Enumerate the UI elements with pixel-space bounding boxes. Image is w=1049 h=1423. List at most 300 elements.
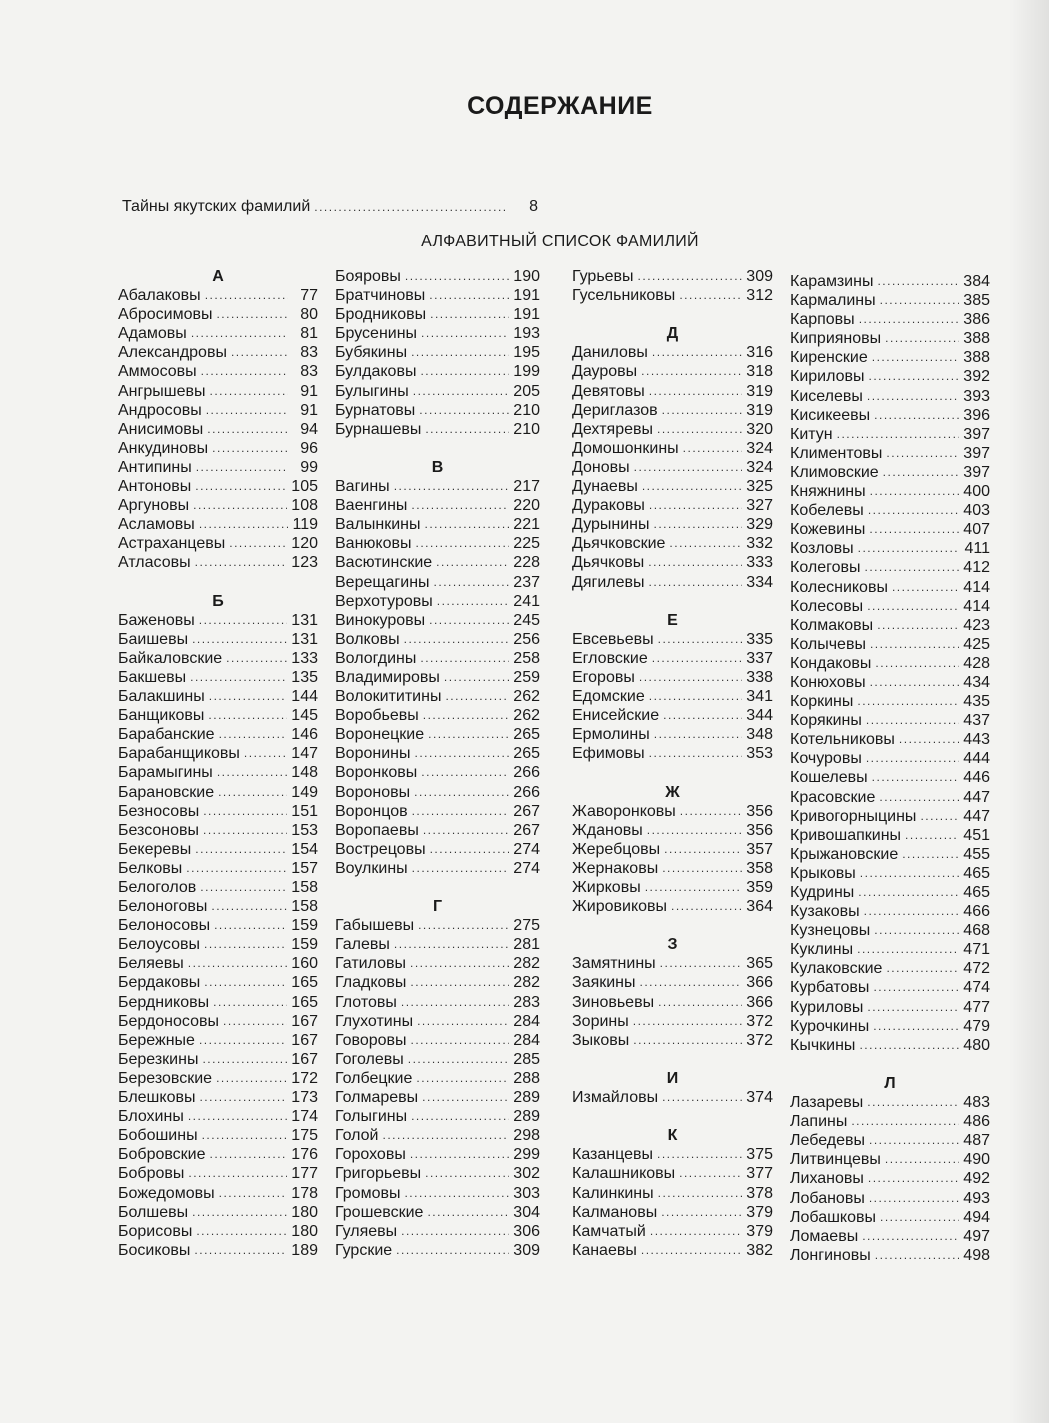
dot-leader bbox=[870, 482, 960, 501]
surname: Канаевы bbox=[572, 1241, 637, 1259]
toc-entry[interactable] bbox=[572, 343, 773, 362]
toc-entry[interactable] bbox=[118, 802, 318, 821]
toc-entry[interactable] bbox=[118, 1088, 318, 1107]
toc-entry[interactable] bbox=[118, 840, 318, 859]
dot-leader bbox=[652, 649, 743, 668]
toc-entry[interactable] bbox=[790, 959, 990, 978]
toc-entry[interactable] bbox=[572, 859, 773, 878]
toc-entry[interactable] bbox=[572, 1012, 773, 1031]
page-number: 288 bbox=[513, 1069, 540, 1087]
page-number: 309 bbox=[746, 268, 773, 285]
surname: Воулкины bbox=[335, 859, 408, 877]
toc-entry[interactable] bbox=[118, 763, 318, 782]
toc-entry[interactable] bbox=[335, 859, 540, 878]
toc-entry[interactable] bbox=[335, 1012, 540, 1031]
surname: Вороновы bbox=[335, 783, 411, 801]
toc-entry[interactable] bbox=[572, 706, 773, 725]
toc-entry[interactable] bbox=[335, 401, 540, 420]
letter-section bbox=[790, 1074, 990, 1265]
toc-entry[interactable] bbox=[790, 654, 990, 673]
toc-entry[interactable] bbox=[790, 539, 990, 558]
toc-entry[interactable] bbox=[335, 1164, 540, 1183]
toc-entry[interactable] bbox=[335, 802, 540, 821]
toc-entry[interactable] bbox=[790, 310, 990, 329]
toc-entry[interactable] bbox=[572, 573, 773, 592]
page-number: 494 bbox=[963, 1208, 990, 1226]
toc-entry[interactable] bbox=[118, 611, 318, 630]
dot-leader bbox=[202, 1126, 288, 1145]
toc-entry[interactable] bbox=[118, 687, 318, 706]
surname: Калинкины bbox=[572, 1184, 654, 1202]
surname: Заякины bbox=[572, 974, 636, 992]
toc-entry[interactable] bbox=[572, 878, 773, 897]
toc-entry[interactable] bbox=[790, 1169, 990, 1188]
toc-entry[interactable] bbox=[335, 515, 540, 534]
toc-entry[interactable] bbox=[572, 821, 773, 840]
toc-entry[interactable] bbox=[572, 687, 773, 706]
toc-entry[interactable] bbox=[572, 420, 773, 439]
toc-entry[interactable] bbox=[335, 1241, 540, 1260]
page-number: 374 bbox=[746, 1089, 773, 1107]
toc-entry[interactable] bbox=[335, 668, 540, 687]
toc-entry[interactable] bbox=[790, 635, 990, 654]
surname: Бережные bbox=[118, 1031, 195, 1049]
toc-entry[interactable] bbox=[790, 902, 990, 921]
toc-entry[interactable] bbox=[335, 763, 540, 782]
toc-entry[interactable] bbox=[790, 558, 990, 577]
dot-leader bbox=[226, 649, 287, 668]
page-number: 91 bbox=[300, 401, 318, 419]
toc-entry[interactable] bbox=[118, 725, 318, 744]
toc-entry[interactable] bbox=[118, 993, 318, 1012]
toc-entry[interactable] bbox=[118, 534, 318, 553]
toc-entry[interactable] bbox=[790, 749, 990, 768]
toc-entry[interactable] bbox=[572, 382, 773, 401]
surname: Брусенины bbox=[335, 325, 418, 343]
toc-entry[interactable] bbox=[790, 348, 990, 367]
toc-entry[interactable] bbox=[572, 496, 773, 515]
toc-entry[interactable] bbox=[118, 935, 318, 954]
toc-entry[interactable] bbox=[118, 477, 318, 496]
surname: Банщиковы bbox=[118, 707, 205, 725]
toc-entry[interactable] bbox=[790, 1227, 990, 1246]
surname: Ваенгины bbox=[335, 497, 408, 515]
toc-entry[interactable] bbox=[335, 362, 540, 381]
toc-entry[interactable] bbox=[572, 515, 773, 534]
toc-entry[interactable] bbox=[572, 553, 773, 572]
toc-entry[interactable] bbox=[790, 1093, 990, 1112]
toc-entry[interactable] bbox=[118, 343, 318, 362]
toc-entry[interactable] bbox=[790, 673, 990, 692]
dot-leader bbox=[405, 267, 509, 286]
toc-entry[interactable] bbox=[335, 954, 540, 973]
toc-entry[interactable] bbox=[335, 1069, 540, 1088]
surname: Барабанщиковы bbox=[118, 745, 240, 763]
toc-entry[interactable] bbox=[790, 444, 990, 463]
dot-leader bbox=[421, 763, 509, 782]
dot-leader bbox=[425, 515, 510, 534]
toc-entry[interactable] bbox=[335, 840, 540, 859]
toc-entry[interactable] bbox=[790, 1036, 990, 1055]
toc-entry[interactable] bbox=[335, 744, 540, 763]
toc-entry[interactable] bbox=[572, 1241, 773, 1260]
toc-entry[interactable] bbox=[118, 1012, 318, 1031]
toc-entry[interactable] bbox=[572, 1222, 773, 1241]
toc-entry[interactable] bbox=[572, 725, 773, 744]
toc-entry[interactable] bbox=[335, 1050, 540, 1069]
dot-leader bbox=[859, 310, 960, 329]
dot-leader bbox=[859, 1036, 959, 1055]
page-number: 175 bbox=[291, 1127, 318, 1145]
page-number: 492 bbox=[963, 1170, 990, 1188]
surname: Кочуровы bbox=[790, 750, 862, 768]
toc-entry[interactable] bbox=[335, 534, 540, 553]
dot-leader bbox=[223, 1012, 287, 1031]
toc-entry[interactable] bbox=[790, 692, 990, 711]
toc-entry[interactable] bbox=[790, 367, 990, 386]
page-number: 149 bbox=[291, 783, 318, 801]
toc-entry[interactable] bbox=[118, 1069, 318, 1088]
letter-heading: Ж bbox=[665, 783, 680, 801]
toc-entry[interactable] bbox=[335, 267, 540, 286]
toc-entry[interactable] bbox=[118, 916, 318, 935]
toc-entry[interactable] bbox=[572, 267, 773, 286]
page-number: 466 bbox=[963, 903, 990, 921]
toc-entry[interactable] bbox=[790, 1189, 990, 1208]
dot-leader bbox=[885, 329, 959, 348]
toc-entry[interactable] bbox=[790, 730, 990, 749]
dot-leader bbox=[858, 539, 960, 558]
page-number: 172 bbox=[291, 1069, 318, 1087]
toc-entry[interactable] bbox=[118, 496, 318, 515]
dot-leader bbox=[201, 362, 288, 381]
page-number: 434 bbox=[963, 673, 990, 691]
dot-leader bbox=[867, 387, 959, 406]
toc-entry[interactable] bbox=[118, 954, 318, 973]
toc-entry[interactable] bbox=[790, 864, 990, 883]
toc-entry[interactable] bbox=[790, 978, 990, 997]
toc-entry[interactable] bbox=[572, 630, 773, 649]
page-number: 414 bbox=[963, 597, 990, 615]
toc-entry[interactable] bbox=[335, 496, 540, 515]
toc-entry[interactable] bbox=[335, 725, 540, 744]
page-number: 289 bbox=[513, 1108, 540, 1126]
dot-leader bbox=[662, 859, 742, 878]
toc-entry[interactable] bbox=[572, 649, 773, 668]
page-number: 334 bbox=[746, 573, 773, 591]
toc-entry[interactable] bbox=[572, 286, 773, 305]
page-number: 329 bbox=[746, 516, 773, 534]
toc-entry[interactable] bbox=[118, 897, 318, 916]
dot-leader bbox=[194, 1241, 287, 1260]
page-number: 465 bbox=[963, 864, 990, 882]
toc-entry[interactable] bbox=[572, 744, 773, 763]
toc-entry[interactable] bbox=[118, 362, 318, 381]
toc-entry[interactable] bbox=[572, 401, 773, 420]
toc-entry[interactable] bbox=[335, 1088, 540, 1107]
toc-entry[interactable] bbox=[335, 1222, 540, 1241]
surname: Вагины bbox=[335, 478, 390, 496]
toc-entry[interactable] bbox=[790, 578, 990, 597]
dot-leader bbox=[869, 1189, 959, 1208]
page-number: 174 bbox=[291, 1108, 318, 1126]
toc-entry[interactable] bbox=[790, 520, 990, 539]
toc-entry[interactable] bbox=[118, 1107, 318, 1126]
toc-entry[interactable] bbox=[790, 807, 990, 826]
toc-entry[interactable] bbox=[118, 420, 318, 439]
toc-entry[interactable] bbox=[790, 616, 990, 635]
toc-entry[interactable] bbox=[790, 883, 990, 902]
surname: Барабанские bbox=[118, 726, 215, 744]
toc-entry[interactable] bbox=[118, 1050, 318, 1069]
toc-entry[interactable] bbox=[790, 826, 990, 845]
toc-entry[interactable] bbox=[335, 477, 540, 496]
toc-entry[interactable] bbox=[572, 897, 773, 916]
toc-entry[interactable] bbox=[335, 687, 540, 706]
toc-entry[interactable] bbox=[572, 973, 773, 992]
surname: Болшевы bbox=[118, 1203, 189, 1221]
page-number: 303 bbox=[513, 1184, 540, 1202]
dot-leader bbox=[679, 286, 742, 305]
page-number: 159 bbox=[291, 936, 318, 954]
toc-entry[interactable] bbox=[118, 878, 318, 897]
toc-entry[interactable] bbox=[118, 515, 318, 534]
surname: Воропаевы bbox=[335, 821, 419, 839]
toc-entry[interactable] bbox=[335, 592, 540, 611]
dot-leader bbox=[412, 802, 510, 821]
toc-entry[interactable] bbox=[335, 821, 540, 840]
page-number: 135 bbox=[291, 668, 318, 686]
page-number: 190 bbox=[513, 268, 540, 285]
page-number: 180 bbox=[291, 1222, 318, 1240]
toc-entry[interactable] bbox=[790, 711, 990, 730]
toc-entry[interactable] bbox=[335, 286, 540, 305]
surname: Климовские bbox=[790, 463, 879, 481]
toc-entry[interactable] bbox=[572, 1203, 773, 1222]
toc-entry[interactable] bbox=[572, 458, 773, 477]
surname: Блохины bbox=[118, 1108, 184, 1126]
surname: Лазаревы bbox=[790, 1094, 864, 1112]
page-number: 382 bbox=[746, 1241, 773, 1259]
dot-leader bbox=[219, 1184, 288, 1203]
toc-entry[interactable] bbox=[790, 1208, 990, 1227]
toc-entry[interactable] bbox=[335, 420, 540, 439]
toc-entry[interactable] bbox=[335, 343, 540, 362]
page-number: 205 bbox=[513, 382, 540, 400]
toc-entry[interactable] bbox=[118, 382, 318, 401]
toc-entry[interactable] bbox=[572, 954, 773, 973]
page-number: 397 bbox=[963, 463, 990, 481]
toc-entry[interactable] bbox=[118, 859, 318, 878]
toc-entry[interactable] bbox=[118, 1164, 318, 1183]
page-number: 191 bbox=[513, 306, 540, 324]
surname: Гладковы bbox=[335, 974, 407, 992]
page-number: 333 bbox=[746, 554, 773, 572]
dot-leader bbox=[413, 382, 510, 401]
index-column-3 bbox=[572, 267, 773, 1260]
toc-entry[interactable] bbox=[118, 324, 318, 343]
toc-entry[interactable] bbox=[335, 916, 540, 935]
dot-leader bbox=[429, 286, 509, 305]
toc-entry[interactable] bbox=[335, 573, 540, 592]
toc-entry[interactable] bbox=[790, 329, 990, 348]
surname: Кривошапкины bbox=[790, 826, 902, 844]
toc-entry[interactable] bbox=[118, 744, 318, 763]
surname: Баишевы bbox=[118, 630, 189, 648]
toc-entry[interactable] bbox=[790, 998, 990, 1017]
dot-leader bbox=[219, 725, 288, 744]
toc-entry[interactable] bbox=[335, 611, 540, 630]
toc-entry[interactable] bbox=[335, 973, 540, 992]
toc-entry[interactable] bbox=[790, 387, 990, 406]
toc-entry[interactable] bbox=[335, 1203, 540, 1222]
toc-entry[interactable] bbox=[790, 768, 990, 787]
toc-entry[interactable] bbox=[790, 1112, 990, 1131]
toc-entry[interactable] bbox=[572, 1164, 773, 1183]
toc-entry[interactable] bbox=[118, 305, 318, 324]
surname: Глотовы bbox=[335, 993, 397, 1011]
toc-entry[interactable] bbox=[790, 1017, 990, 1036]
dot-leader bbox=[880, 291, 960, 310]
toc-entry[interactable] bbox=[572, 439, 773, 458]
dot-leader bbox=[408, 1050, 510, 1069]
page-number: 428 bbox=[963, 654, 990, 672]
surname: Дьячковы bbox=[572, 554, 645, 572]
page-number: 397 bbox=[963, 444, 990, 462]
toc-entry[interactable] bbox=[335, 630, 540, 649]
surname: Гоголевы bbox=[335, 1050, 404, 1068]
toc-entry[interactable] bbox=[118, 649, 318, 668]
toc-entry[interactable] bbox=[790, 940, 990, 959]
toc-entry[interactable] bbox=[790, 1246, 990, 1265]
surname: Барамыгины bbox=[118, 764, 213, 782]
toc-entry[interactable] bbox=[118, 973, 318, 992]
toc-entry[interactable] bbox=[335, 706, 540, 725]
page-number: 241 bbox=[513, 592, 540, 610]
toc-entry[interactable] bbox=[790, 1150, 990, 1169]
toc-entry[interactable] bbox=[572, 1088, 773, 1107]
page-number: 304 bbox=[513, 1203, 540, 1221]
dot-leader bbox=[639, 668, 742, 687]
page-number: 283 bbox=[513, 993, 540, 1011]
toc-entry[interactable] bbox=[572, 993, 773, 1012]
toc-entry[interactable] bbox=[572, 1184, 773, 1203]
surname: Кулаковские bbox=[790, 960, 883, 978]
toc-entry[interactable] bbox=[790, 921, 990, 940]
page-number: 378 bbox=[746, 1184, 773, 1202]
toc-entry[interactable] bbox=[118, 1126, 318, 1145]
surname: Антипины bbox=[118, 458, 192, 476]
toc-entry[interactable] bbox=[118, 783, 318, 802]
toc-entry[interactable] bbox=[118, 439, 318, 458]
toc-entry[interactable] bbox=[118, 401, 318, 420]
toc-entry[interactable] bbox=[790, 788, 990, 807]
toc-entry[interactable] bbox=[118, 1184, 318, 1203]
toc-entry[interactable] bbox=[118, 458, 318, 477]
toc-entry[interactable] bbox=[572, 840, 773, 859]
toc-entry[interactable] bbox=[572, 1145, 773, 1164]
dot-leader bbox=[410, 973, 509, 992]
dot-leader bbox=[899, 730, 959, 749]
dot-leader bbox=[633, 1031, 742, 1050]
toc-entry[interactable] bbox=[335, 1031, 540, 1050]
toc-entry[interactable] bbox=[790, 501, 990, 520]
toc-entry[interactable] bbox=[790, 272, 990, 291]
toc-entry[interactable] bbox=[335, 1145, 540, 1164]
toc-entry-intro[interactable] bbox=[122, 197, 538, 217]
page-number: 148 bbox=[291, 764, 318, 782]
page-number: 465 bbox=[963, 884, 990, 901]
toc-entry[interactable] bbox=[790, 463, 990, 482]
toc-entry[interactable] bbox=[118, 1145, 318, 1164]
surname: Колмаковы bbox=[790, 616, 874, 634]
toc-entry[interactable] bbox=[572, 362, 773, 381]
toc-entry[interactable] bbox=[118, 821, 318, 840]
toc-entry[interactable] bbox=[335, 1107, 540, 1126]
toc-entry[interactable] bbox=[335, 993, 540, 1012]
dot-leader bbox=[422, 1088, 509, 1107]
surname: Бекеревы bbox=[118, 840, 192, 858]
toc-entry[interactable] bbox=[118, 286, 318, 305]
dot-leader bbox=[902, 845, 959, 864]
dot-leader bbox=[231, 343, 288, 362]
toc-entry[interactable] bbox=[572, 1031, 773, 1050]
dot-leader bbox=[423, 821, 509, 840]
toc-entry[interactable] bbox=[335, 553, 540, 572]
toc-entry[interactable] bbox=[118, 1203, 318, 1222]
toc-entry[interactable] bbox=[572, 668, 773, 687]
toc-entry[interactable] bbox=[790, 845, 990, 864]
dot-leader bbox=[415, 534, 509, 553]
surname: Дурынины bbox=[572, 516, 650, 534]
toc-entry[interactable] bbox=[790, 425, 990, 444]
surname: Даниловы bbox=[572, 344, 648, 362]
page-number: 191 bbox=[513, 287, 540, 305]
toc-entry[interactable] bbox=[572, 802, 773, 821]
toc-entry[interactable] bbox=[335, 783, 540, 802]
toc-entry[interactable] bbox=[118, 1031, 318, 1050]
toc-entry[interactable] bbox=[335, 1184, 540, 1203]
toc-entry[interactable] bbox=[118, 668, 318, 687]
page-number: 274 bbox=[513, 859, 540, 877]
page-number: 318 bbox=[746, 363, 773, 381]
toc-entry[interactable] bbox=[572, 534, 773, 553]
toc-entry[interactable] bbox=[790, 406, 990, 425]
toc-entry[interactable] bbox=[790, 482, 990, 501]
toc-entry[interactable] bbox=[118, 1241, 318, 1260]
toc-entry[interactable] bbox=[572, 477, 773, 496]
toc-entry[interactable] bbox=[790, 1131, 990, 1150]
toc-entry[interactable] bbox=[335, 305, 540, 324]
dot-leader bbox=[203, 802, 287, 821]
toc-entry[interactable] bbox=[118, 630, 318, 649]
toc-entry[interactable] bbox=[335, 935, 540, 954]
page-number: 147 bbox=[291, 745, 318, 763]
toc-entry[interactable] bbox=[335, 649, 540, 668]
toc-entry[interactable] bbox=[335, 1126, 540, 1145]
dot-leader bbox=[425, 420, 509, 439]
toc-entry[interactable] bbox=[335, 382, 540, 401]
dot-leader bbox=[872, 348, 960, 367]
toc-entry[interactable] bbox=[118, 706, 318, 725]
toc-entry[interactable] bbox=[118, 553, 318, 572]
toc-entry[interactable] bbox=[790, 597, 990, 616]
dot-leader bbox=[647, 821, 743, 840]
toc-entry[interactable] bbox=[118, 1222, 318, 1241]
toc-entry[interactable] bbox=[790, 291, 990, 310]
page-number: 167 bbox=[291, 1050, 318, 1068]
toc-entry[interactable] bbox=[335, 324, 540, 343]
